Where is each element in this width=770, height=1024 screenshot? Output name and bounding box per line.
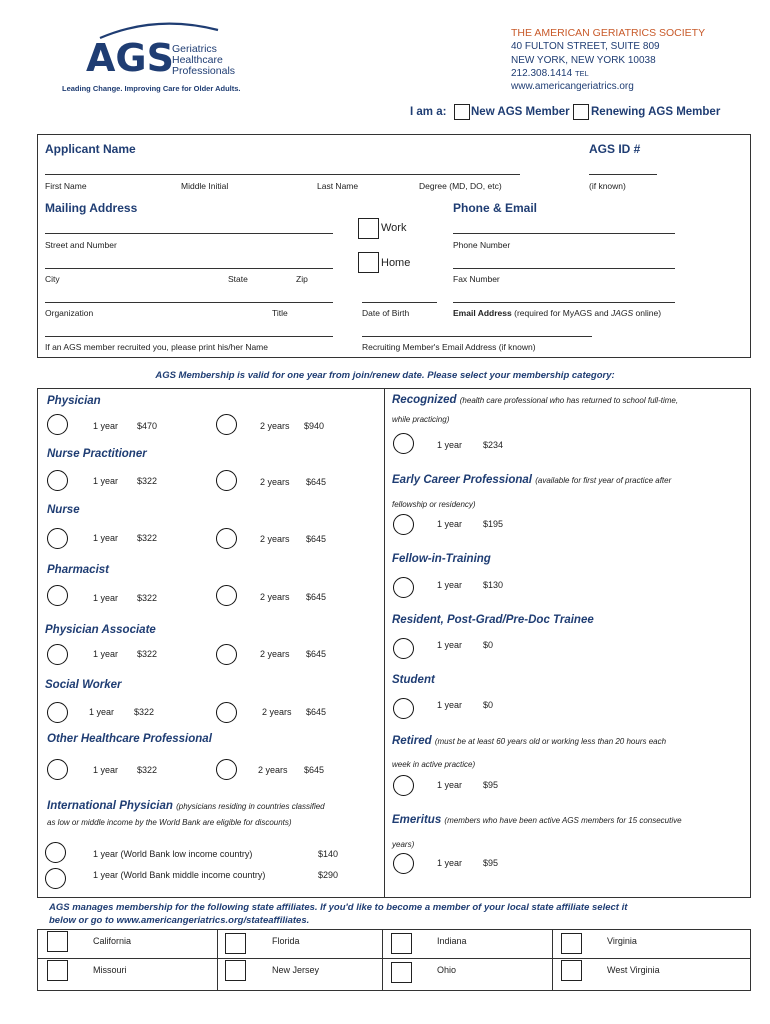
pa-2yr-price: $645 bbox=[306, 649, 327, 659]
email-line[interactable] bbox=[453, 302, 675, 303]
mailing-heading: Mailing Address bbox=[45, 201, 138, 215]
new-jersey-checkbox[interactable] bbox=[225, 960, 246, 981]
physician-1yr-price: $470 bbox=[137, 421, 158, 431]
pharmacist-1yr-price: $322 bbox=[137, 593, 158, 603]
category-divider bbox=[384, 388, 385, 898]
zip-label: Zip bbox=[296, 274, 308, 284]
grid-divider bbox=[217, 929, 218, 991]
intl-low-radio[interactable] bbox=[45, 842, 66, 863]
work-checkbox[interactable] bbox=[358, 218, 379, 239]
grid-divider bbox=[552, 929, 553, 991]
student-1yr-price: $0 bbox=[483, 700, 494, 710]
florida-label: Florida bbox=[272, 936, 300, 946]
virginia-checkbox[interactable] bbox=[561, 933, 582, 954]
intl-title: International Physician (physicians residing in countries classified bbox=[47, 800, 325, 812]
physician-2yr-label: 2 years bbox=[260, 421, 290, 431]
retired-title: Retired (must be at least 60 years old or working less than 20 hours each bbox=[392, 735, 667, 747]
california-label: California bbox=[93, 936, 132, 946]
np-1yr-price: $322 bbox=[137, 476, 158, 486]
sw-2yr-label: 2 years bbox=[262, 707, 292, 717]
np-2yr-label: 2 years bbox=[260, 477, 290, 487]
pharmacist-2yr-radio[interactable] bbox=[216, 585, 237, 606]
fax-label: Fax Number bbox=[453, 274, 500, 284]
np-2yr-radio[interactable] bbox=[216, 470, 237, 491]
applicant-section bbox=[37, 134, 751, 358]
resident-1yr-radio[interactable] bbox=[393, 638, 414, 659]
grid-divider bbox=[382, 929, 383, 991]
state-label: State bbox=[228, 274, 248, 284]
np-1yr-radio[interactable] bbox=[47, 470, 68, 491]
early-1yr-price: $195 bbox=[483, 519, 504, 529]
physician-1yr-label: 1 year bbox=[93, 421, 119, 431]
last-name-label: Last Name bbox=[317, 181, 359, 191]
retired-1yr-radio[interactable] bbox=[393, 775, 414, 796]
renew-member-label: Renewing AGS Member bbox=[591, 106, 721, 118]
virginia-label: Virginia bbox=[607, 936, 637, 946]
home-label: Home bbox=[381, 257, 411, 269]
nurse-1yr-label: 1 year bbox=[93, 533, 119, 543]
sw-1yr-label: 1 year bbox=[89, 707, 115, 717]
membership-notice: AGS Membership is valid for one year from join/renew date. Please select your membership category: bbox=[155, 370, 615, 381]
student-title: Student bbox=[392, 674, 435, 686]
applicant-heading: Applicant Name bbox=[45, 142, 136, 156]
fit-1yr-radio[interactable] bbox=[393, 577, 414, 598]
member-type-prompt: I am a: bbox=[410, 106, 447, 118]
new-member-label: New AGS Member bbox=[471, 106, 570, 118]
ags-id-heading: AGS ID # bbox=[589, 142, 641, 156]
nurse-1yr-radio[interactable] bbox=[47, 528, 68, 549]
resident-1yr-label: 1 year bbox=[437, 640, 463, 650]
recruiter-email-label: Recruiting Member's Email Address (if known) bbox=[362, 342, 536, 352]
indiana-label: Indiana bbox=[437, 936, 467, 946]
missouri-label: Missouri bbox=[93, 965, 127, 975]
pharmacist-1yr-radio[interactable] bbox=[47, 585, 68, 606]
logo-subtitle: Geriatrics Healthcare Professionals bbox=[172, 43, 236, 77]
sw-2yr-radio[interactable] bbox=[216, 702, 237, 723]
middle-initial-label: Middle Initial bbox=[181, 181, 229, 191]
np-1yr-label: 1 year bbox=[93, 476, 119, 486]
street-line[interactable] bbox=[45, 233, 333, 234]
physician-title: Physician bbox=[47, 395, 101, 407]
physician-2yr-radio[interactable] bbox=[216, 414, 237, 435]
student-1yr-radio[interactable] bbox=[393, 698, 414, 719]
logo-ags: AGS bbox=[86, 36, 174, 80]
home-checkbox[interactable] bbox=[358, 252, 379, 273]
tagline: Leading Change. Improving Care for Older Adults. bbox=[62, 84, 241, 93]
degree-label: Degree (MD, DO, etc) bbox=[419, 181, 502, 191]
ohio-checkbox[interactable] bbox=[391, 962, 412, 983]
affiliates-notice: AGS manages membership for the following state affiliates. If you'd like to become a member of your local state affiliate select it below or go to www.americangeriatrics.org/stateaffiliates. bbox=[49, 902, 628, 926]
recruiter-email-line[interactable] bbox=[362, 336, 592, 337]
dob-label: Date of Birth bbox=[362, 308, 410, 318]
other-2yr-radio[interactable] bbox=[216, 759, 237, 780]
new-member-checkbox[interactable] bbox=[454, 104, 470, 120]
email-label: Email Address (required for MyAGS and JAGS online) bbox=[453, 308, 662, 318]
other-1yr-price: $322 bbox=[137, 765, 158, 775]
phone-email-heading: Phone & Email bbox=[453, 201, 538, 215]
nurse-2yr-label: 2 years bbox=[260, 534, 290, 544]
fax-line[interactable] bbox=[453, 268, 675, 269]
florida-checkbox[interactable] bbox=[225, 933, 246, 954]
early-title: Early Career Professional (available for first year of practice after bbox=[392, 474, 672, 486]
physician-2yr-price: $940 bbox=[304, 421, 325, 431]
recognized-1yr-price: $234 bbox=[483, 440, 504, 450]
nurse-title: Nurse bbox=[47, 504, 80, 516]
recognized-note: while practicing) bbox=[392, 415, 450, 424]
np-title: Nurse Practitioner bbox=[47, 448, 147, 460]
work-label: Work bbox=[381, 222, 407, 234]
pa-2yr-radio[interactable] bbox=[216, 644, 237, 665]
retired-1yr-price: $95 bbox=[483, 780, 499, 790]
pa-title: Physician Associate bbox=[45, 624, 156, 636]
fit-title: Fellow-in-Training bbox=[392, 553, 491, 565]
organization-line[interactable] bbox=[45, 302, 333, 303]
pharmacist-2yr-label: 2 years bbox=[260, 592, 290, 602]
other-1yr-radio[interactable] bbox=[47, 759, 68, 780]
sw-title: Social Worker bbox=[45, 679, 122, 691]
intl-low-price: $140 bbox=[318, 849, 339, 859]
nurse-2yr-price: $645 bbox=[306, 534, 327, 544]
other-2yr-label: 2 years bbox=[258, 765, 288, 775]
emeritus-title: Emeritus (members who have been active AGS members for 15 consecutive bbox=[392, 814, 682, 826]
missouri-checkbox[interactable] bbox=[47, 960, 68, 981]
student-1yr-label: 1 year bbox=[437, 700, 463, 710]
name-line[interactable] bbox=[45, 174, 520, 175]
physician-1yr-radio[interactable] bbox=[47, 414, 68, 435]
emeritus-1yr-label: 1 year bbox=[437, 858, 463, 868]
intl-low-label: 1 year (World Bank low income country) bbox=[93, 849, 253, 859]
pa-1yr-price: $322 bbox=[137, 649, 158, 659]
other-1yr-label: 1 year bbox=[93, 765, 119, 775]
recruiter-label: If an AGS member recruited you, please print his/her Name bbox=[45, 342, 268, 352]
early-1yr-radio[interactable] bbox=[393, 514, 414, 535]
phone-line[interactable] bbox=[453, 233, 675, 234]
sw-1yr-radio[interactable] bbox=[47, 702, 68, 723]
pharmacist-2yr-price: $645 bbox=[306, 592, 327, 602]
ags-id-line[interactable] bbox=[589, 174, 657, 175]
west-virginia-label: West Virginia bbox=[607, 965, 660, 975]
intl-middle-label: 1 year (World Bank middle income country) bbox=[93, 870, 266, 880]
title-label: Title bbox=[272, 308, 288, 318]
intl-middle-radio[interactable] bbox=[45, 868, 66, 889]
new-jersey-label: New Jersey bbox=[272, 965, 320, 975]
recognized-1yr-radio[interactable] bbox=[393, 433, 414, 454]
emeritus-1yr-price: $95 bbox=[483, 858, 499, 868]
recruiter-line[interactable] bbox=[45, 336, 333, 337]
early-note: fellowship or residency) bbox=[392, 500, 476, 509]
fit-1yr-price: $130 bbox=[483, 580, 504, 590]
intl-note: as low or middle income by the World Bank are eligible for discounts) bbox=[47, 818, 292, 827]
west-virginia-checkbox[interactable] bbox=[561, 960, 582, 981]
resident-title: Resident, Post-Grad/Pre-Doc Trainee bbox=[392, 614, 594, 626]
first-name-label: First Name bbox=[45, 181, 87, 191]
society-address: THE AMERICAN GERIATRICS SOCIETY 40 FULTON STREET, SUITE 809 NEW YORK, NEW YORK 10038 212.308.1414 TEL www.americangeriatrics.org bbox=[511, 27, 706, 93]
organization-label: Organization bbox=[45, 308, 94, 318]
pharmacist-title: Pharmacist bbox=[47, 564, 110, 576]
if-known-label: (if known) bbox=[589, 181, 626, 191]
emeritus-note: years) bbox=[392, 840, 415, 849]
phone-label: Phone Number bbox=[453, 240, 511, 250]
pa-1yr-label: 1 year bbox=[93, 649, 119, 659]
ohio-label: Ohio bbox=[437, 965, 457, 975]
renew-member-checkbox[interactable] bbox=[573, 104, 589, 120]
retired-1yr-label: 1 year bbox=[437, 780, 463, 790]
street-label: Street and Number bbox=[45, 240, 117, 250]
pa-2yr-label: 2 years bbox=[260, 649, 290, 659]
fit-1yr-label: 1 year bbox=[437, 580, 463, 590]
other-2yr-price: $645 bbox=[304, 765, 325, 775]
grid-divider bbox=[37, 958, 751, 959]
california-checkbox[interactable] bbox=[47, 931, 68, 952]
early-1yr-label: 1 year bbox=[437, 519, 463, 529]
np-2yr-price: $645 bbox=[306, 477, 327, 487]
sw-2yr-price: $645 bbox=[306, 707, 327, 717]
resident-1yr-price: $0 bbox=[483, 640, 494, 650]
city-label: City bbox=[45, 274, 60, 284]
sw-1yr-price: $322 bbox=[134, 707, 155, 717]
dob-line[interactable] bbox=[362, 302, 437, 303]
retired-note: week in active practice) bbox=[392, 760, 476, 769]
pa-1yr-radio[interactable] bbox=[47, 644, 68, 665]
other-title: Other Healthcare Professional bbox=[47, 733, 212, 745]
recognized-1yr-label: 1 year bbox=[437, 440, 463, 450]
indiana-checkbox[interactable] bbox=[391, 933, 412, 954]
nurse-2yr-radio[interactable] bbox=[216, 528, 237, 549]
recognized-title: Recognized (health care professional who has returned to school full-time, bbox=[392, 394, 679, 406]
pharmacist-1yr-label: 1 year bbox=[93, 593, 119, 603]
emeritus-1yr-radio[interactable] bbox=[393, 853, 414, 874]
nurse-1yr-price: $322 bbox=[137, 533, 158, 543]
city-line[interactable] bbox=[45, 268, 333, 269]
intl-middle-price: $290 bbox=[318, 870, 339, 880]
